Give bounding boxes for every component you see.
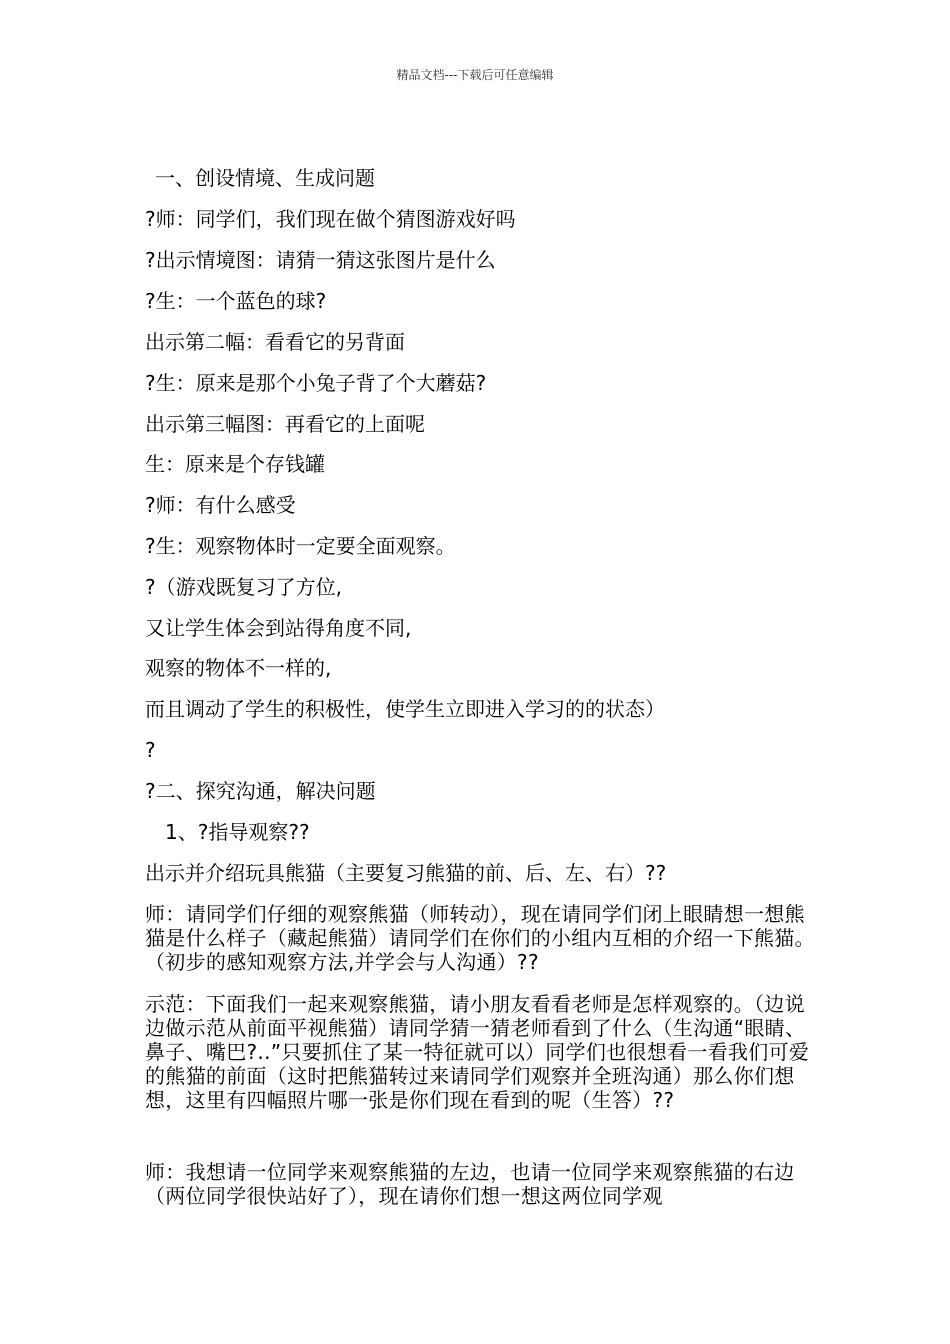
text-line: ?生：一个蓝色的球?	[145, 289, 327, 313]
text-line: 出示并介绍玩具熊猫（主要复习熊猫的前、后、左、右）??	[145, 861, 667, 885]
text-line: ?（游戏既复习了方位,	[145, 575, 342, 599]
heading-section-1: 一、创设情境、生成问题	[155, 166, 375, 190]
text-line: 又让学生体会到站得角度不同,	[145, 616, 412, 640]
paragraph: 示范：下面我们一起来观察熊猫，请小朋友看看老师是怎样观察的。（边说边做示范从前面平视熊猫）请同学猜一猜老师看到了什么（生沟通“眼睛、鼻子、嘴巴?..”只要抓住了某一特征就可以）同学们也很想看一看我们可爱的熊猫的前面（这时把熊猫转过来请同学们观察并全班沟通）那么你们想想，这里有四幅照片哪一张是你们现在看到的呢（生答）??	[145, 992, 810, 1112]
paragraph: 师：我想请一位同学来观察熊猫的左边，也请一位同学来观察熊猫的右边（两位同学很快站好了），现在请你们想一想这两位同学观	[145, 1160, 795, 1208]
text-line: 出示第三幅图：再看它的上面呢	[145, 412, 425, 436]
text-line: 出示第二幅：看看它的另背面	[145, 330, 405, 354]
heading-section-2: ?二、探究沟通，解决问题	[145, 779, 376, 803]
text-line: 生：原来是个存钱罐	[145, 452, 325, 476]
text-line: ?师：同学们，我们现在做个猜图游戏好吗	[145, 207, 516, 231]
page-header: 精品文档---下载后可任意编辑	[396, 68, 554, 82]
text-line: ?	[145, 738, 156, 762]
text-line: ?出示情境图：请猜一猜这张图片是什么	[145, 248, 496, 272]
text-line: 而且调动了学生的积极性，使学生立即进入学习的的状态）	[145, 697, 665, 721]
text-line: 观察的物体不一样的,	[145, 656, 332, 680]
text-line: ?生：原来是那个小兔子背了个大蘑菇?	[145, 371, 487, 395]
paragraph: 师：请同学们仔细的观察熊猫（师转动），现在请同学们闭上眼睛想一想熊猫是什么样子（藏起熊猫）请同学们在你们的小组内互相的介绍一下熊猫。（初步的感知观察方法,并学会与人沟通）??	[145, 902, 815, 974]
text-line: ?生：观察物体时一定要全面观察。	[145, 534, 456, 558]
subheading-1: 1、?指导观察??	[165, 820, 310, 844]
text-line: ?师：有什么感受	[145, 493, 296, 517]
